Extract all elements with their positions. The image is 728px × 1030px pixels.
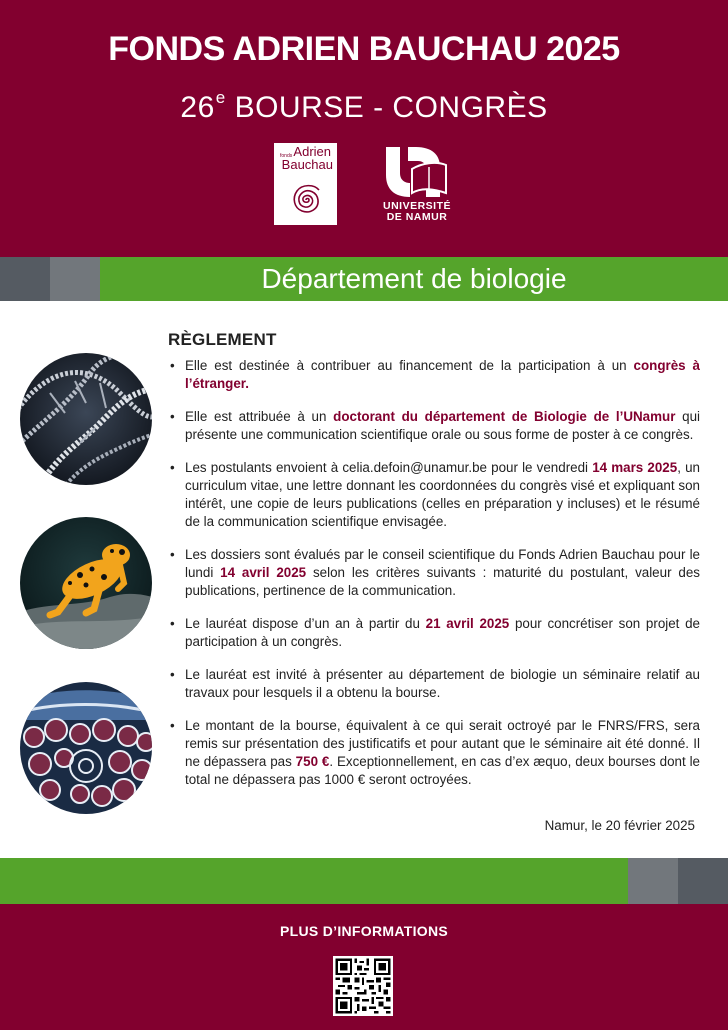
fonds-logo-line2: Bauchau [281, 157, 333, 172]
spiral-icon [287, 179, 325, 219]
place-and-date: Namur, le 20 février 2025 [544, 818, 695, 833]
plant-cells-photo [20, 682, 152, 814]
bottom-band-gray-block-1 [628, 858, 678, 904]
bottom-band [0, 858, 728, 904]
footer [0, 904, 728, 1030]
universite-de-namur-text [378, 201, 456, 223]
frog-photo [20, 517, 152, 649]
university-line1: UNIVERSITÉ [382, 200, 451, 212]
highlight-deadline-date: 14 mars 2025 [592, 460, 678, 475]
rule-item-5: • Le lauréat dispose d’un an à partir du 21 avril 2025 pour concrétiser son projet de participation à un congrès. [168, 615, 700, 651]
edition-suffix: e [215, 88, 226, 107]
rule-item-3: • Les postulants envoient à celia.defoin@unamur.be pour le vendredi 14 mars 2025, un curriculum vitae, une lettre donnant les coordonnées du congrès visé et expliquant son intérêt, une copie de leurs publications (celles en préparation y incluses) et le résumé de la communication scientifique envisagée. [168, 459, 700, 531]
qr-code[interactable] [333, 956, 393, 1016]
fonds-logo-line1: Adrien [293, 144, 331, 159]
highlight-evaluation-date: 14 avril 2025 [220, 565, 307, 580]
fonds-logo-small-text: fonds [280, 153, 293, 159]
band-gray-block-2 [50, 257, 100, 301]
highlight-amount: 750 € [295, 754, 330, 769]
rule-item-2: • Elle est attribuée à un doctorant du département de Biologie de l’UNamur qui présente une communication scientifique orale ou sous forme de poster à ce congrès. [168, 408, 700, 444]
edition-number: 26 [180, 91, 215, 124]
rule-item-1: • Elle est destinée à contribuer au financement de la participation à un congrès à l’étranger. [168, 357, 700, 393]
department-band [0, 257, 728, 301]
reglement-title: RÈGLEMENT [168, 330, 277, 349]
subtitle-text: BOURSE - CONGRÈS [225, 91, 548, 124]
header-banner [0, 0, 728, 257]
bottom-band-gray-block-2 [678, 858, 728, 904]
unamur-mark-icon [382, 143, 452, 197]
university-line2: DE NAMUR [386, 211, 448, 223]
reglement-list [168, 357, 700, 804]
fonds-adrien-bauchau-logo [274, 143, 337, 225]
highlight-doctorant: doctorant du département de Biologie de l’UNamur [333, 409, 676, 424]
highlight-congres-etranger: congrès à l’étranger. [185, 358, 700, 391]
poster-title: FONDS ADRIEN BAUCHAU 2025 [108, 30, 620, 68]
poster-subtitle [0, 88, 728, 125]
bottom-band-green-block [0, 858, 628, 904]
rule-item-4: • Les dossiers sont évalués par le conseil scientifique du Fonds Adrien Bauchau pour le lundi 14 avril 2025 selon les critères suivants : maturité du postulant, valeur des publications, pertinence de la communication. [168, 546, 700, 600]
highlight-start-date: 21 avril 2025 [425, 616, 510, 631]
rule-item-7: • Le montant de la bourse, équivalent à ce qui serait octroyé par le FNRS/FRS, sera remis sur présentation des justificatifs et pour autant que le séminaire ait été donné. Il ne dépassera pas 750 €. Exceptionnellement, en cas d’ex æquo, deux bourses dont le total ne dépassera pas 1000 € seront octroyées. [168, 717, 700, 789]
department-title: Département de biologie [261, 263, 567, 294]
dna-photo [20, 353, 152, 485]
rule-item-6: • Le lauréat est invité à présenter au département de biologie un séminaire relatif au travaux pour lesquels il a obtenu la bourse. [168, 666, 700, 702]
more-info-label: PLUS D’INFORMATIONS [280, 923, 448, 939]
qr-code-icon [333, 956, 393, 1016]
band-gray-block-1 [0, 257, 50, 301]
universite-de-namur-logo [378, 143, 456, 228]
